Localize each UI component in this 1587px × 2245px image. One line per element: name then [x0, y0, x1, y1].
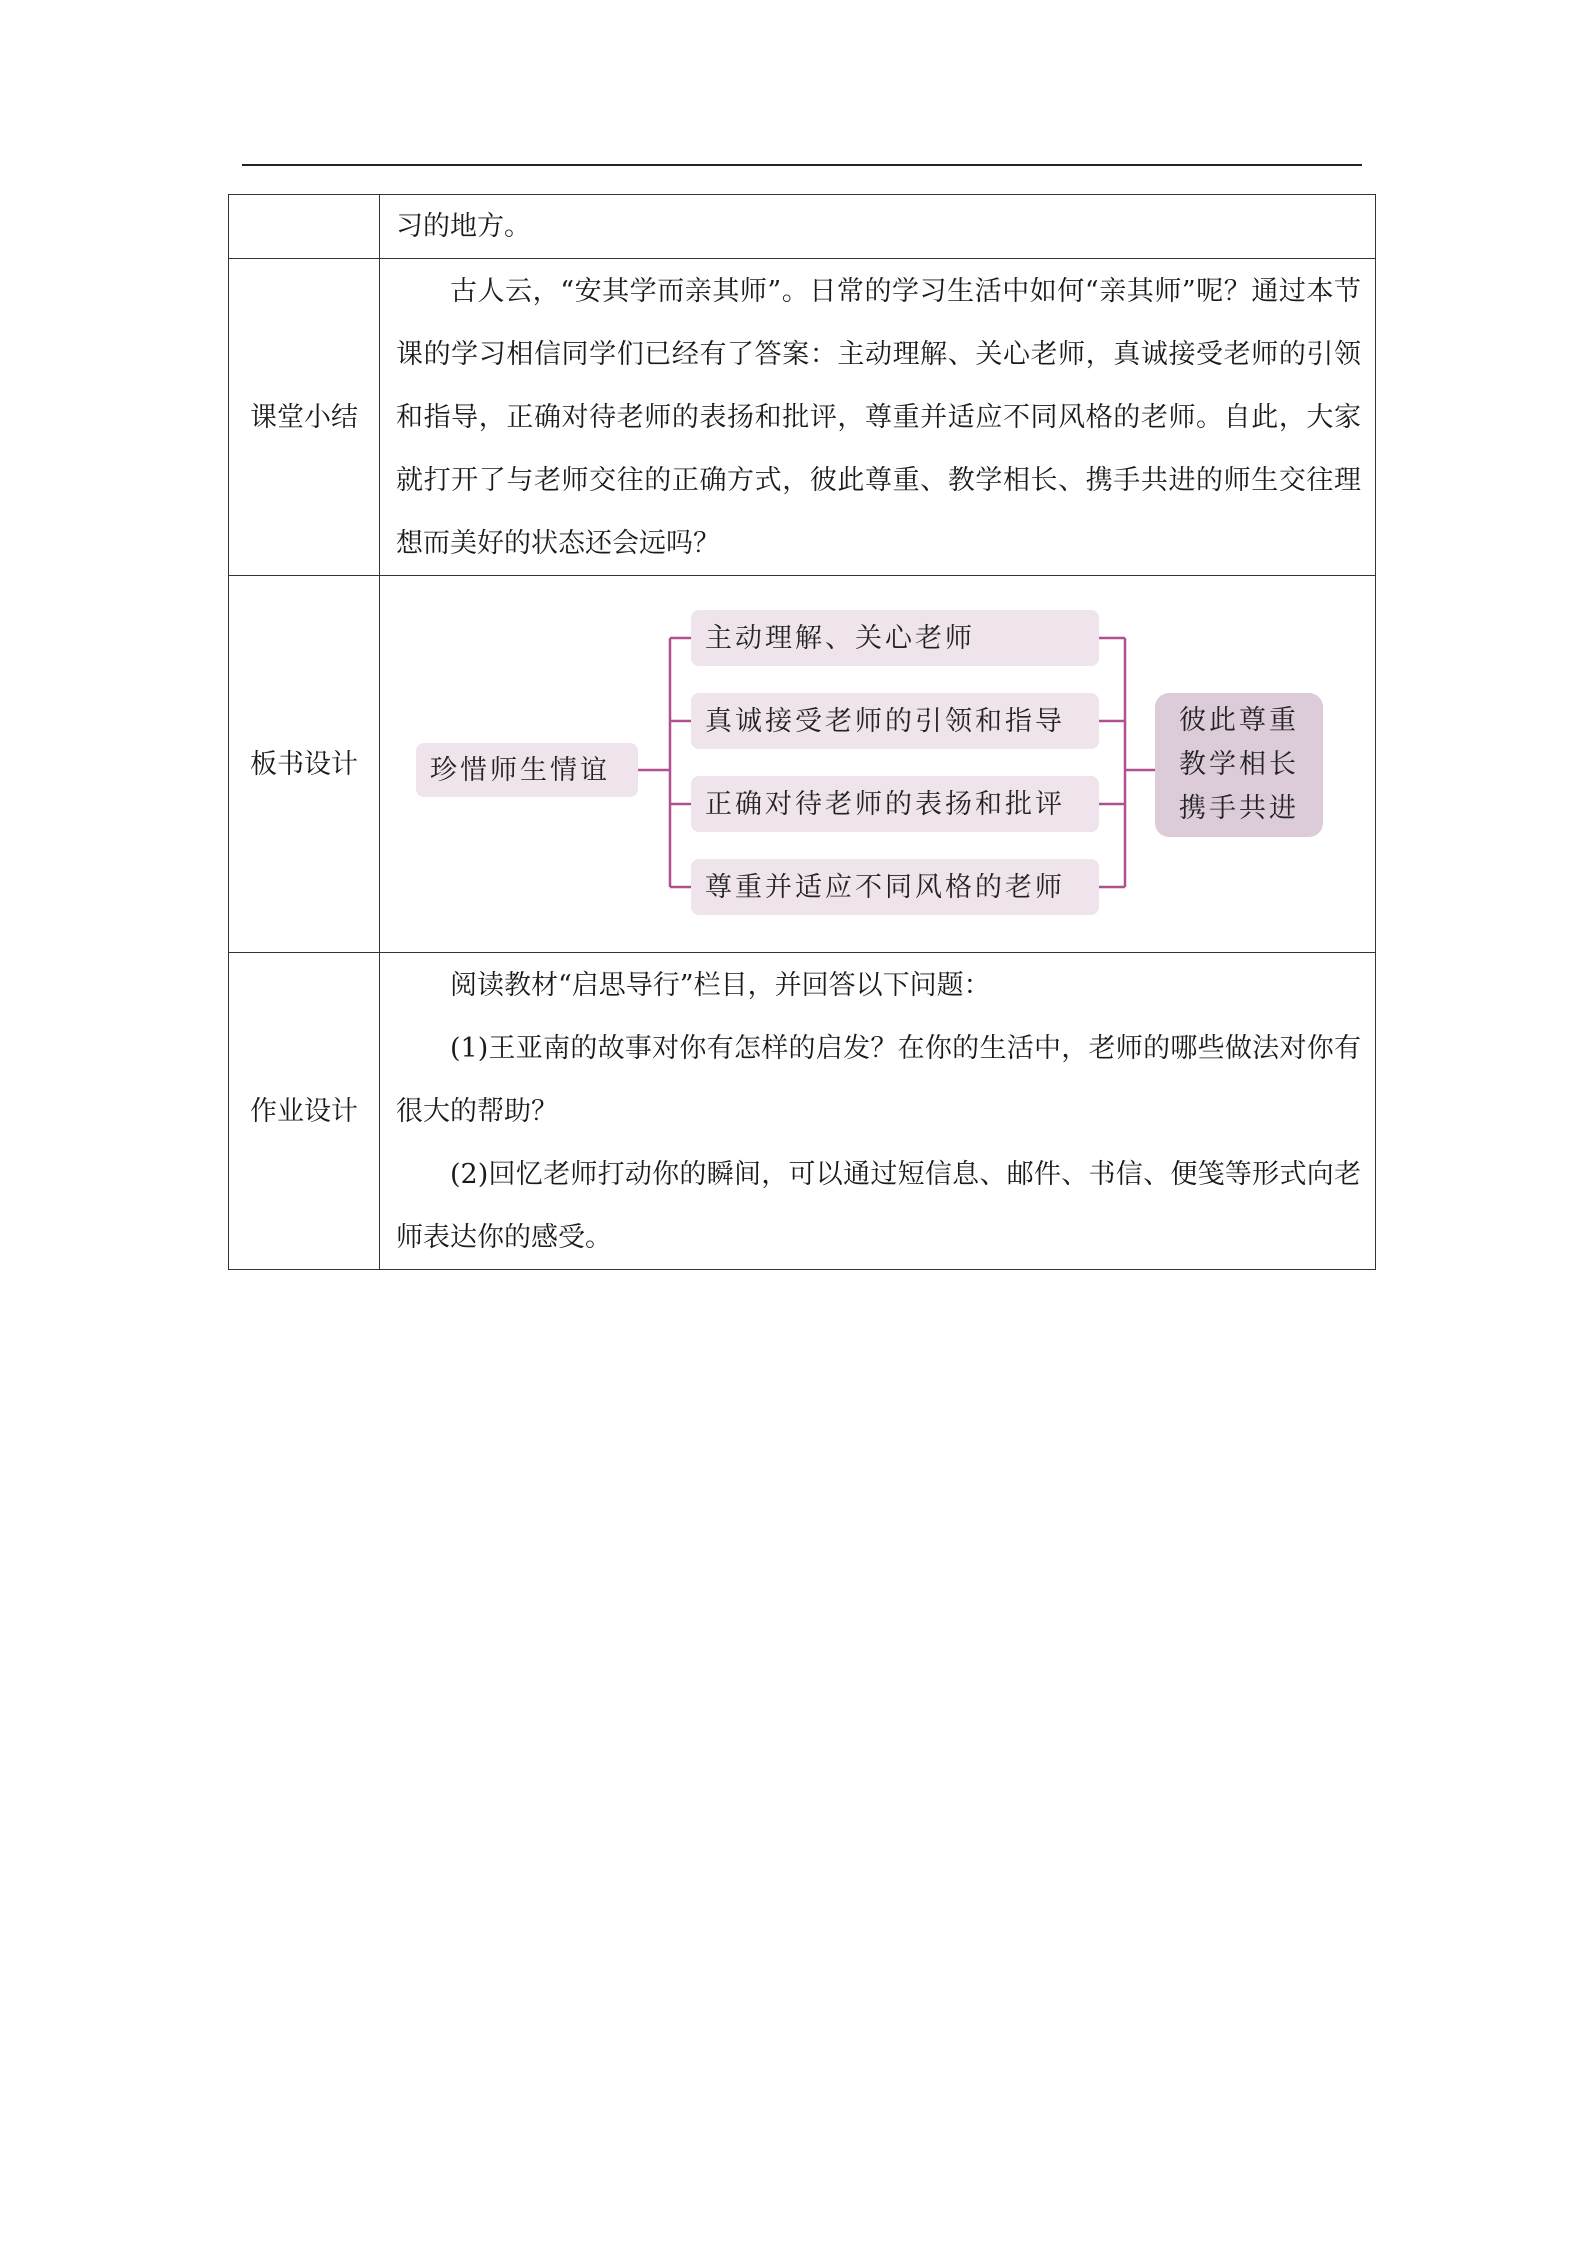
homework-question: (1)王亚南的故事对你有怎样的启发？在你的生活中，老师的哪些做法对你有很大的帮助？	[396, 1032, 1361, 1127]
board-diagram	[380, 576, 1370, 952]
row-label-board: 板书设计	[229, 576, 380, 953]
row-content	[380, 195, 1376, 259]
result-node	[1155, 693, 1323, 837]
branch-node: 真诚接受老师的引领和指导	[691, 693, 1099, 749]
result-line: 教学相长	[1179, 749, 1299, 780]
branch-node: 尊重并适应不同风格的老师	[691, 859, 1099, 915]
table-row	[229, 953, 1376, 1270]
lesson-plan-table	[228, 194, 1376, 1270]
table-row	[229, 259, 1376, 576]
summary-paragraph: 古人云，“安其学而亲其师”。日常的学习生活中如何“亲其师”呢？通过本节课的学习相信同学们已经有了答案：主动理解、关心老师，真诚接受老师的引领和指导，正确对待老师的表扬和批评，尊重并适应不同风格的老师。自此，大家就打开了与老师交往的正确方式，彼此尊重、教学相长、携手共进的师生交往理想而美好的状态还会远吗？	[396, 275, 1361, 559]
summary-content	[380, 259, 1376, 576]
result-line: 彼此尊重	[1179, 705, 1299, 736]
homework-question: (2)回忆老师打动你的瞬间，可以通过短信息、邮件、书信、便笺等形式向老师表达你的感受。	[396, 1158, 1361, 1253]
row-label-summary: 课堂小结	[229, 259, 380, 576]
center-node: 珍惜师生情谊	[416, 743, 638, 797]
branch-node: 主动理解、关心老师	[691, 610, 1099, 666]
homework-instruction: 阅读教材“启思导行”栏目，并回答以下问题：	[450, 969, 991, 1001]
result-line: 携手共进	[1179, 793, 1299, 824]
board-design-content	[380, 576, 1376, 953]
row-label-homework: 作业设计	[229, 953, 380, 1270]
branch-node: 正确对待老师的表扬和批评	[691, 776, 1099, 832]
table-row	[229, 195, 1376, 259]
table-row	[229, 576, 1376, 953]
continued-text: 习的地方。	[396, 211, 531, 242]
header-rule	[242, 164, 1362, 166]
row-label	[229, 195, 380, 259]
homework-content	[380, 953, 1376, 1270]
